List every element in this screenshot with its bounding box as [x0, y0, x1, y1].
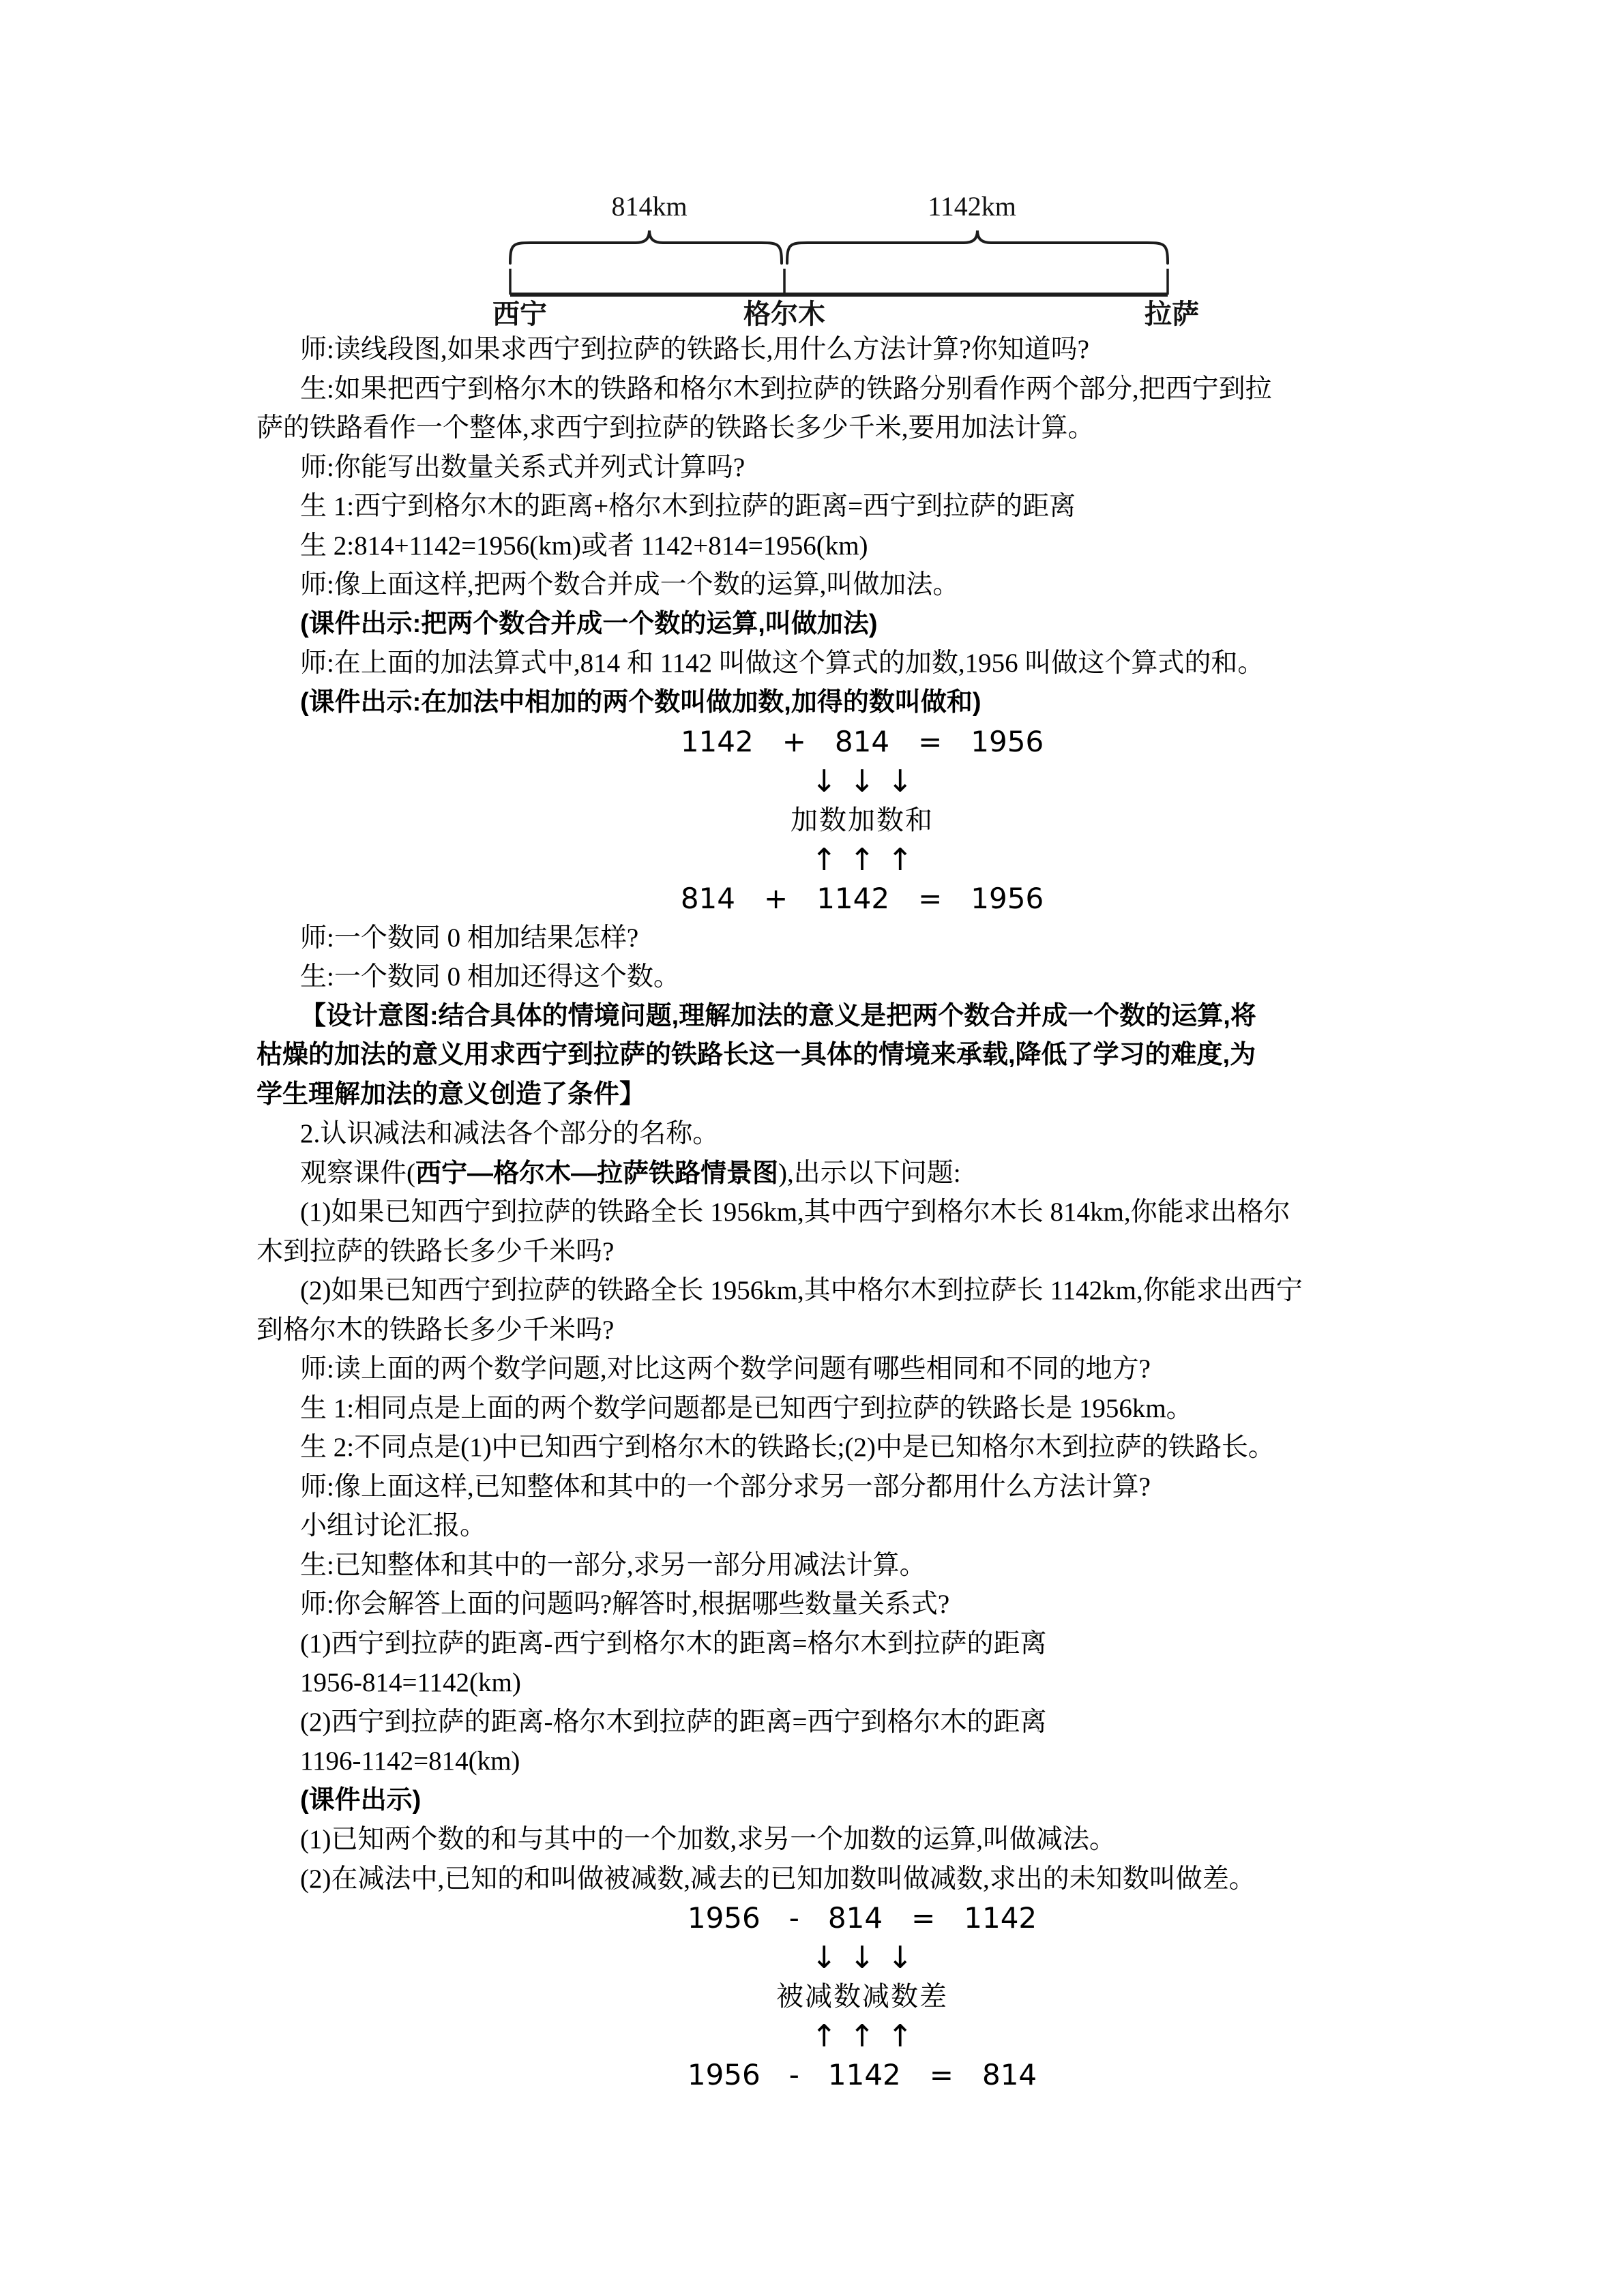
equation-line: [256, 722, 1402, 762]
equation-token: =: [911, 1901, 936, 1935]
text-segment: 观察课件(: [300, 1158, 415, 1188]
text-line: 师:在上面的加法算式中,814 和 1142 叫做这个算式的加数,1956 叫做这个算式的和。: [300, 648, 1265, 678]
document-body: [256, 185, 1402, 2095]
text-line: 木到拉萨的铁路长多少千米吗?: [256, 1236, 615, 1266]
text-line: (1)西宁到拉萨的距离-西宁到格尔木的距离=格尔木到拉萨的距离: [300, 1628, 1047, 1658]
text-line: 到格尔木的铁路长多少千米吗?: [256, 1315, 615, 1345]
text-line: 【设计意图:结合具体的情境问题,理解加法的意义是把两个数合并成一个数的运算,将: [300, 1001, 1256, 1030]
text-line: 师:像上面这样,已知整体和其中的一个部分求另一部分都用什么方法计算?: [300, 1472, 1151, 1502]
down-arrow-icon: ↓: [811, 1939, 838, 1976]
equation-token: =: [918, 725, 943, 758]
equation-token: -: [788, 2058, 799, 2091]
term-label: 被减数减数差: [776, 1981, 948, 2012]
equation-token: 1142: [816, 882, 890, 915]
text-line: 生 1:西宁到格尔木的距离+格尔木到拉萨的距离=西宁到拉萨的距离: [300, 492, 1076, 521]
text-line: 师:读线段图,如果求西宁到拉萨的铁路长,用什么方法计算?你知道吗?: [300, 335, 1089, 364]
equation-token: 814: [981, 2058, 1037, 2091]
lines-container: [256, 330, 1402, 2095]
text-line: 生 2:不同点是(1)中已知西宁到格尔木的铁路长;(2)中是已知格尔木到拉萨的铁路长。: [300, 1433, 1275, 1462]
arrows-row: [256, 2016, 1402, 2056]
up-arrow-icon: ↑: [811, 2017, 838, 2054]
text-line: 学生理解加法的意义创造了条件】: [256, 1079, 646, 1109]
equation-token: -: [788, 1901, 799, 1935]
text-line: 2.认识减法和减法各个部分的名称。: [300, 1119, 720, 1148]
text-line: 师:一个数同 0 相加结果怎样?: [300, 923, 639, 953]
text-line: (课件出示:在加法中相加的两个数叫做加数,加得的数叫做和): [300, 687, 981, 717]
text-line: 生 2:814+1142=1956(km)或者 1142+814=1956(km): [300, 531, 868, 561]
equation-line: [256, 1898, 1402, 1938]
down-arrow-icon: ↓: [887, 762, 913, 799]
text-line: (1)如果已知西宁到拉萨的铁路全长 1956km,其中西宁到格尔木长 814km,你能求出格尔: [300, 1197, 1290, 1227]
equation-token: 1142: [827, 2058, 901, 2091]
equation-token: 1956: [687, 1901, 761, 1935]
text-line: (2)在减法中,已知的和叫做被减数,减去的已知加数叫做减数,求出的未知数叫做差。: [300, 1864, 1256, 1894]
text-line: 师:你会解答上面的问题吗?解答时,根据哪些数量关系式?: [300, 1590, 950, 1619]
equation-token: 1956: [971, 882, 1044, 915]
text-line: 生:一个数同 0 相加还得这个数。: [300, 962, 680, 992]
text-line: 1196-1142=814(km): [300, 1746, 520, 1776]
text-line: 萨的铁路看作一个整体,求西宁到拉萨的铁路长多少千米,要用加法计算。: [256, 413, 1095, 443]
text-line: 生 1:相同点是上面的两个数学问题都是已知西宁到拉萨的铁路长是 1956km。: [300, 1393, 1193, 1423]
arrows-row: [256, 840, 1402, 880]
text-line: 师:像上面这样,把两个数合并成一个数的运算,叫做加法。: [300, 570, 960, 599]
text-line: 生:已知整体和其中的一部分,求另一部分用减法计算。: [300, 1550, 926, 1580]
text-segment: ),出示以下问题:: [778, 1158, 961, 1188]
text-line: 1956-814=1142(km): [300, 1668, 521, 1697]
city-label-xining: 西宁: [492, 299, 547, 329]
up-arrow-icon: ↑: [887, 2017, 913, 2054]
distance-label-right: 1142km: [928, 191, 1016, 222]
arrows-row: [256, 1938, 1402, 1978]
text-line: 小组讨论汇报。: [300, 1511, 487, 1540]
up-arrow-icon: ↑: [849, 2017, 875, 2054]
equation-token: +: [782, 725, 806, 758]
text-line: (1)已知两个数的和与其中的一个加数,求另一个加数的运算,叫做减法。: [300, 1825, 1116, 1854]
equation-token: =: [929, 2058, 954, 2091]
railway-diagram-figure: [492, 185, 1199, 329]
city-label-lhasa: 拉萨: [1145, 299, 1199, 329]
down-arrow-icon: ↓: [811, 762, 838, 799]
down-arrow-icon: ↓: [887, 1939, 913, 1976]
down-arrow-icon: ↓: [849, 1939, 875, 1976]
down-arrow-icon: ↓: [849, 762, 875, 799]
equation-token: 814: [827, 1901, 883, 1935]
equation-token: 1956: [687, 2058, 761, 2091]
text-line: (2)西宁到拉萨的距离-格尔木到拉萨的距离=西宁到格尔木的距离: [300, 1707, 1047, 1737]
text-line: (2)如果已知西宁到拉萨的铁路全长 1956km,其中格尔木到拉萨长 1142km,你能求出西宁: [300, 1276, 1303, 1305]
text-line: 师:你能写出数量关系式并列式计算吗?: [300, 452, 745, 482]
segment-diagram: [492, 185, 1199, 329]
text-line: (课件出示): [300, 1785, 422, 1815]
equation-line: [256, 2055, 1402, 2095]
distance-label-left: 814km: [611, 191, 688, 222]
text-line: 师:读上面的两个数学问题,对比这两个数学问题有哪些相同和不同的地方?: [300, 1354, 1151, 1384]
text-line: [256, 1154, 1402, 1193]
equation-token: 814: [834, 725, 890, 758]
equation-token: 1956: [971, 725, 1044, 758]
bold-text-segment: 西宁—格尔木—拉萨铁路情景图: [415, 1159, 779, 1188]
equation-token: +: [763, 882, 788, 915]
up-arrow-icon: ↑: [849, 841, 875, 878]
up-arrow-icon: ↑: [811, 841, 838, 878]
equation-token: 1142: [680, 725, 754, 758]
up-arrow-icon: ↑: [887, 841, 913, 878]
city-label-golmud: 格尔木: [743, 299, 825, 329]
equation-line: [256, 879, 1402, 919]
text-line: 生:如果把西宁到格尔木的铁路和格尔木到拉萨的铁路分别看作两个部分,把西宁到拉: [300, 374, 1272, 404]
text-line: (课件出示:把两个数合并成一个数的运算,叫做加法): [300, 609, 878, 638]
equation-token: =: [918, 882, 943, 915]
term-label: 加数加数和: [791, 805, 934, 835]
brace-right-segment: [787, 230, 1168, 263]
equation-token: 1142: [964, 1901, 1037, 1935]
brace-left-segment: [510, 230, 782, 263]
equation-token: 814: [680, 882, 735, 915]
arrows-row: [256, 762, 1402, 801]
text-line: 枯燥的加法的意义用求西宁到拉萨的铁路长这一具体的情境来承载,降低了学习的难度,为: [256, 1041, 1256, 1069]
